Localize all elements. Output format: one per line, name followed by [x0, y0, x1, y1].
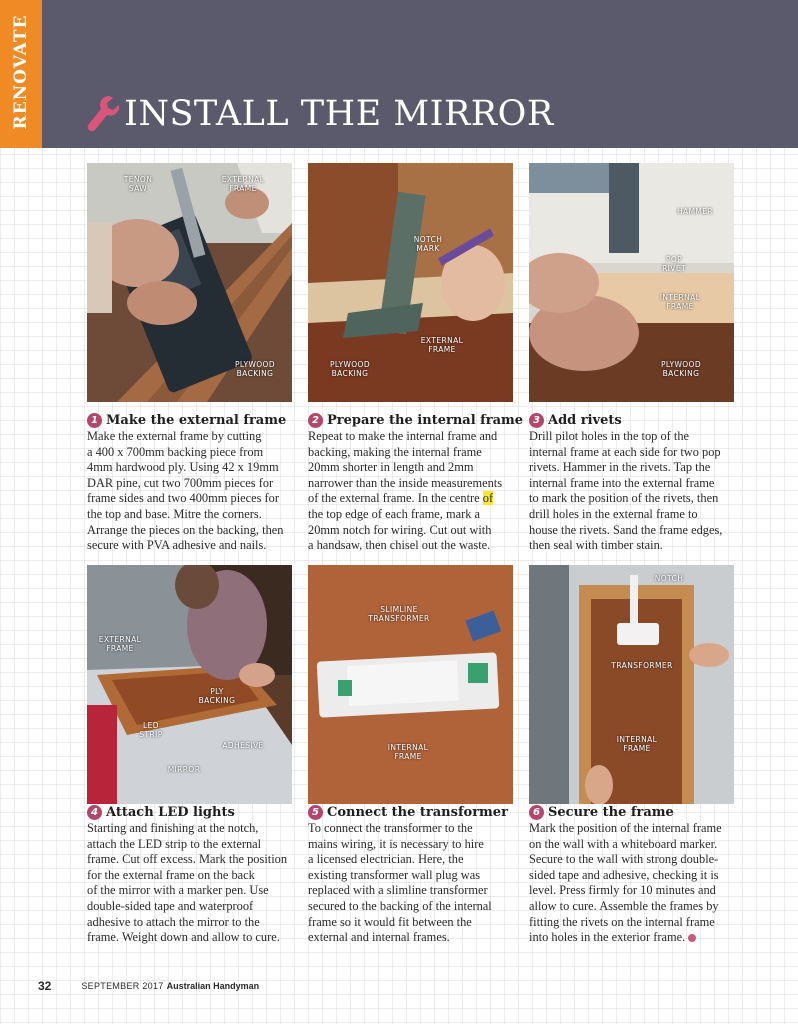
issue-date: SEPTEMBER 2017	[81, 981, 164, 991]
step-title: Secure the frame	[548, 804, 674, 820]
photo-label: PLYWOOD BACKING	[234, 360, 276, 378]
photo-step-6	[529, 565, 734, 804]
step-number-badge: 1	[87, 413, 102, 428]
photo-step-5	[308, 565, 513, 804]
step-title: Prepare the internal frame	[327, 412, 524, 428]
photo-label: PLYWOOD BACKING	[660, 360, 702, 378]
photo-label: NOTCH MARK	[413, 235, 443, 253]
step-body: To connect the transformer to the mains wiring, it is necessary to hire a licensed electrician. Here, the existing transformer wall plug was replaced with a slimline transformer secured to the backing of the internal frame so it would fit between the external and internal frames.	[308, 821, 492, 945]
photo-label: POP RIVET	[662, 255, 686, 273]
step-heading	[308, 803, 508, 821]
photo-label: LED STRIP	[139, 721, 163, 739]
photo-label: SLIMLINE TRANSFORMER	[368, 605, 430, 623]
photo-step-4	[87, 565, 292, 804]
step-number-badge: 2	[308, 413, 323, 428]
step-body: Starting and finishing at the notch, attach the LED strip to the external frame. Cut off excess. Mark the position for the external frame on the back of the mirror with a marker pen. Use double-sided tape and waterproof adhesive to attach the mirror to the frame. Weight down and allow to cure.	[87, 821, 288, 945]
step-number-badge: 5	[308, 805, 323, 820]
wrench-icon	[86, 94, 120, 134]
photo-label: NOTCH	[654, 574, 684, 583]
photo-label: INTERNAL FRAME	[387, 743, 429, 761]
step-heading	[529, 411, 622, 429]
step-heading	[529, 803, 674, 821]
photo-step-1	[87, 163, 292, 402]
page-number: 32	[38, 979, 52, 993]
photo-label: TRANSFORMER	[611, 661, 673, 670]
step-title: Attach LED lights	[106, 804, 235, 820]
page-footer	[38, 978, 259, 994]
step-body: Repeat to make the internal frame and backing, making the internal frame 20mm shorter in length and 2mm narrower than the inside measurements of the external frame. In the centre of the top edge of each frame, mark a 20mm notch for wiring. Cut out with a handsaw, then chisel out the waste.	[308, 429, 503, 553]
step-body: Mark the position of the internal frame on the wall with a whiteboard marker. Secure to the wall with strong double- sided tape and adhesive, checking it is level. Press firmly for 10 minutes and allow to cure. Assemble the frames by fitting the rivets on the internal frame into holes in the exterior frame.	[529, 821, 722, 945]
step-title: Make the external frame	[106, 412, 287, 428]
step-heading	[308, 411, 523, 429]
step-heading	[87, 803, 235, 821]
photo-label: HAMMER	[676, 207, 714, 216]
magazine-name: Australian Handyman	[166, 981, 260, 991]
step-heading	[87, 411, 286, 429]
photo-label: INTERNAL FRAME	[616, 735, 658, 753]
photo-label: EXTERNAL FRAME	[98, 635, 142, 653]
photo-label: INTERNAL FRAME	[659, 293, 701, 311]
photo-label: MIRROR	[167, 765, 201, 774]
step-body: Drill pilot holes in the top of the internal frame at each side for two pop rivets. Hammer in the rivets. Tap the internal frame into the external frame to mark the position of the rivets, then drill holes in the external frame to house the rivets. Sand the frame edges, then seal with timber stain.	[529, 429, 723, 553]
highlighted-word: of	[482, 491, 494, 506]
step-number-badge: 6	[529, 805, 544, 820]
photo-label: TENON SAW	[123, 175, 153, 193]
photo-label: PLYWOOD BACKING	[329, 360, 371, 378]
title-block	[86, 92, 554, 136]
section-tab	[0, 0, 42, 148]
step-title: Add rivets	[548, 412, 622, 428]
photo-step-2	[308, 163, 513, 402]
photo-label: EXTERNAL FRAME	[221, 175, 265, 193]
photo-label: PLY BACKING	[198, 687, 236, 705]
step-body: Make the external frame by cutting a 400 x 700mm backing piece from 4mm hardwood ply. Using 42 x 19mm DAR pine, cut two 700mm pieces for frame sides and two 400mm pieces for the top and base. Mitre the corners. Arrange the pieces on the backing, then secure with PVA adhesive and nails.	[87, 429, 284, 553]
photo-label: EXTERNAL FRAME	[420, 336, 464, 354]
step-number-badge: 4	[87, 805, 102, 820]
step-number-badge: 3	[529, 413, 544, 428]
section-tab-label: RENOVATE	[11, 14, 31, 130]
photo-label: ADHESIVE	[222, 741, 264, 750]
step-title: Connect the transformer	[327, 804, 508, 820]
end-mark-icon	[688, 934, 696, 942]
page-title: INSTALL THE MIRROR	[124, 94, 554, 134]
photo-step-3	[529, 163, 734, 402]
